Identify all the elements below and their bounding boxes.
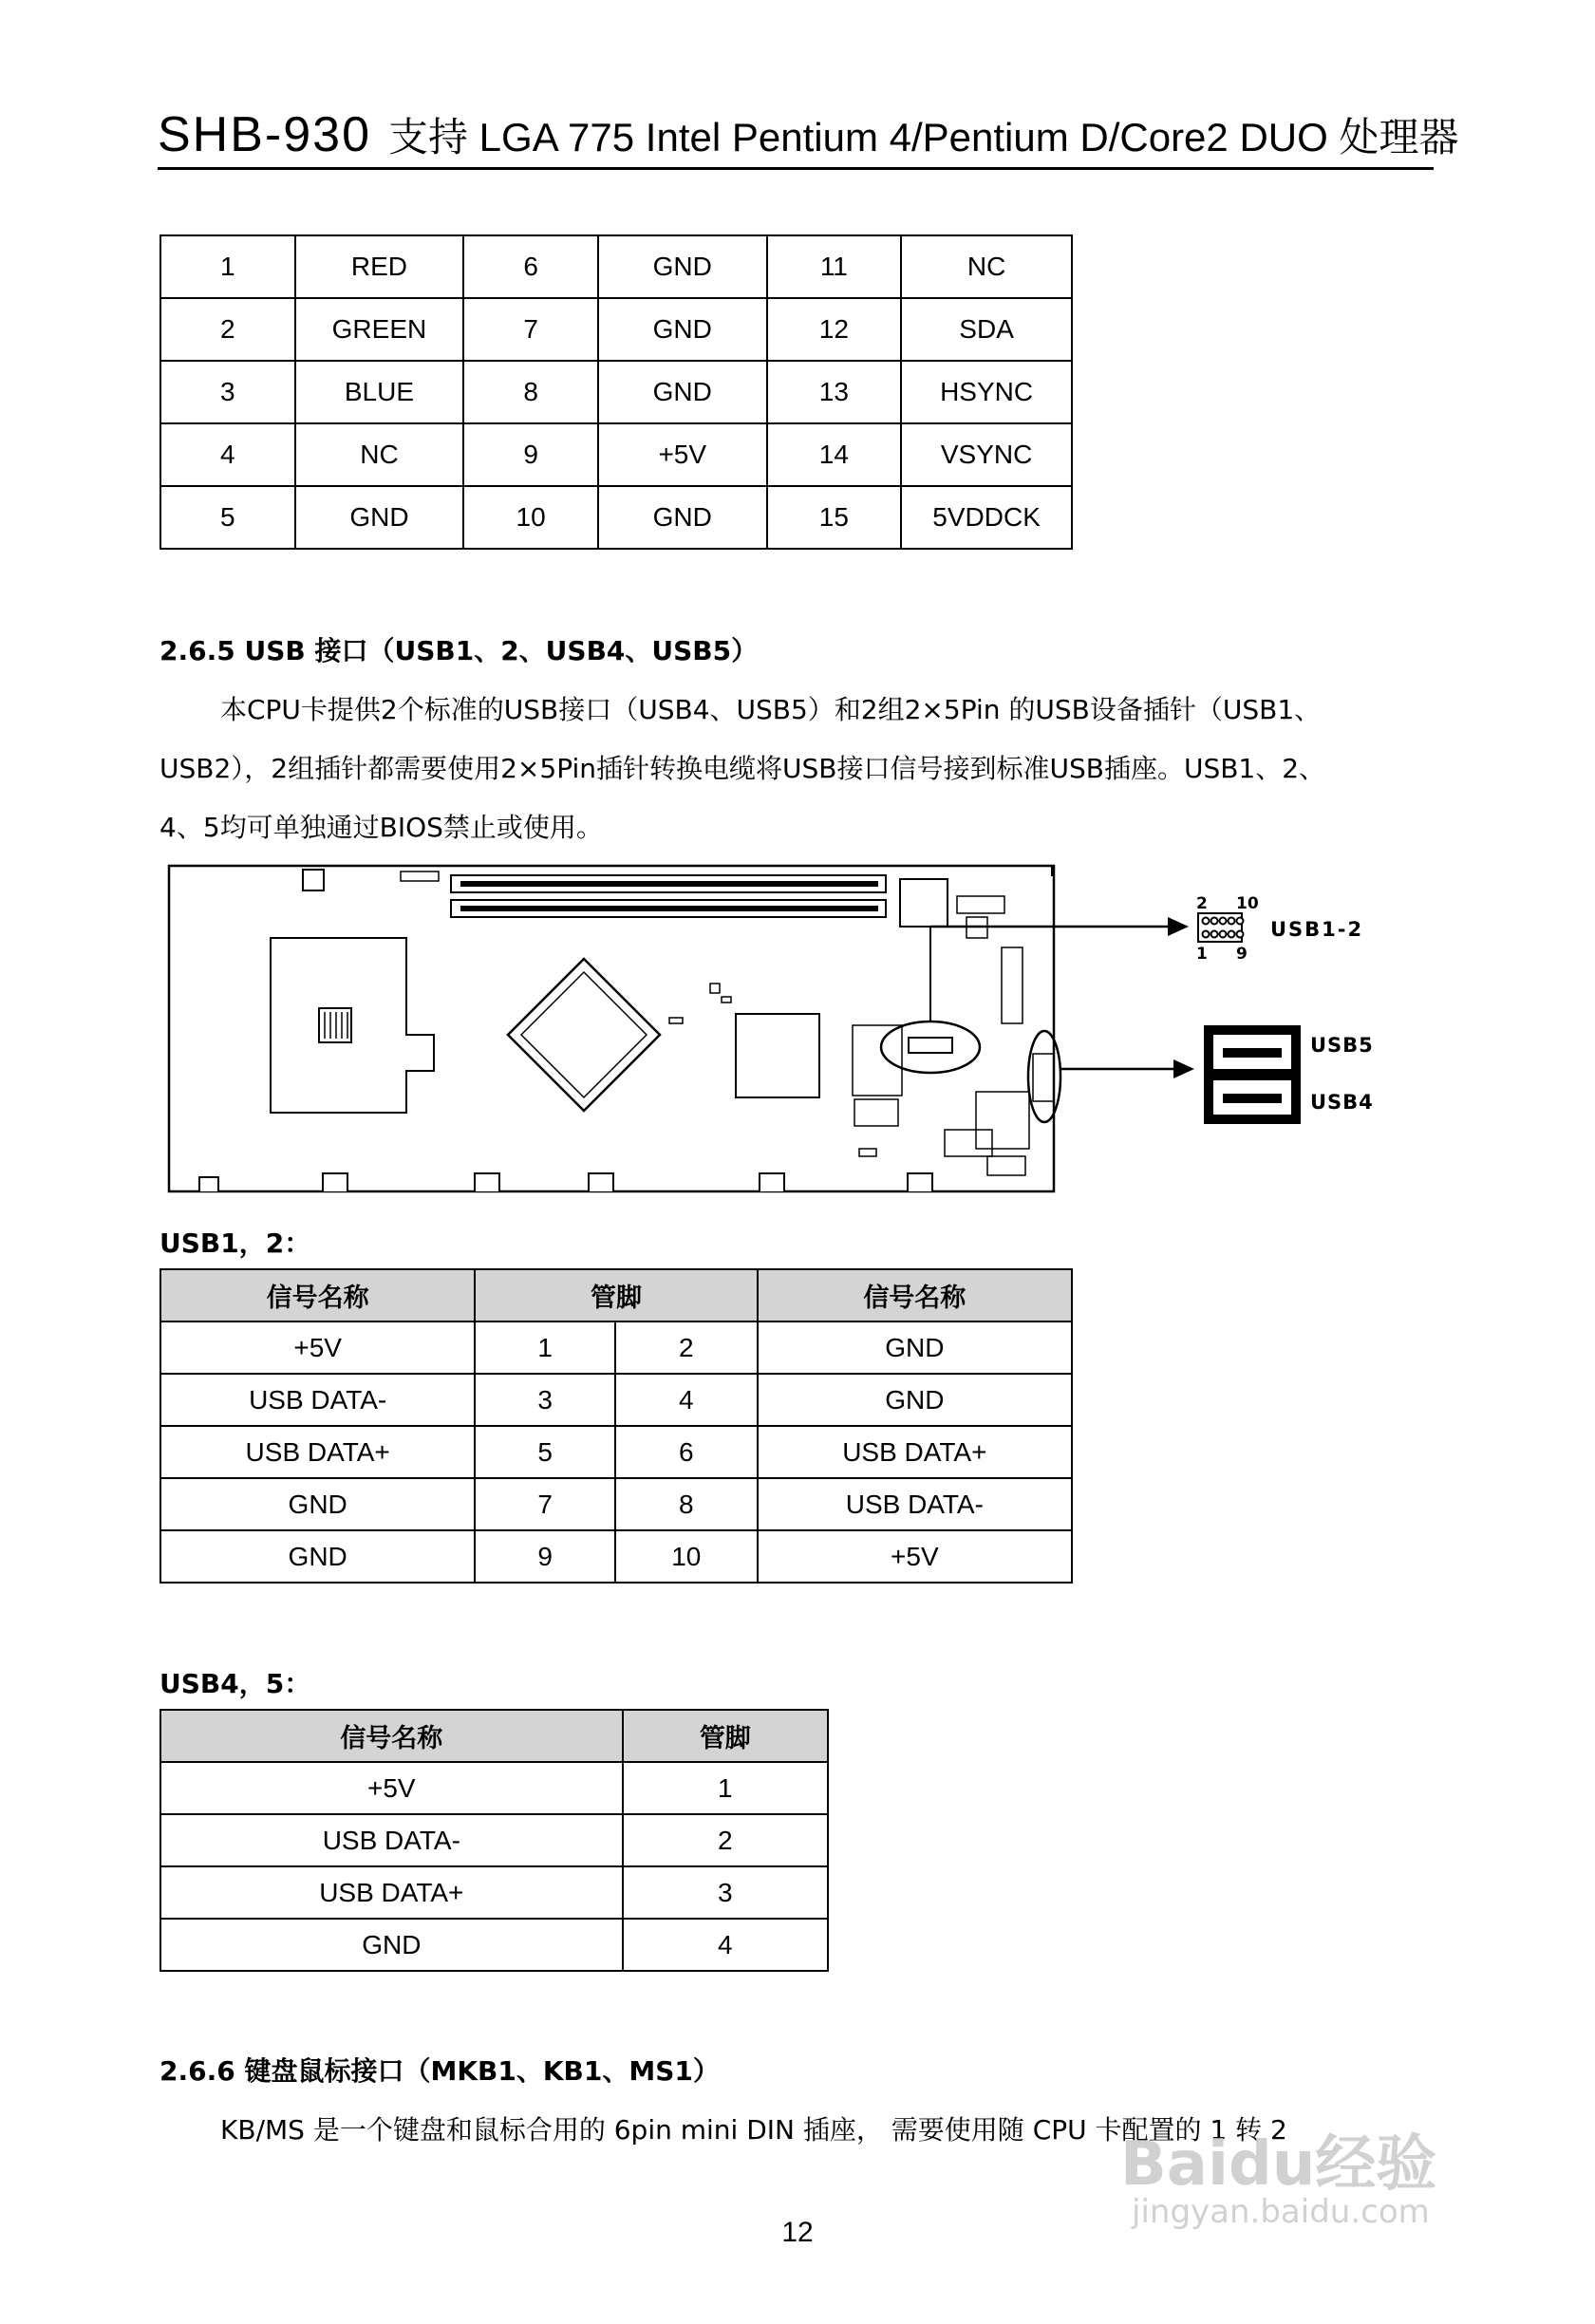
cpu-socket-center <box>319 1008 351 1042</box>
table-header-row <box>160 1269 1072 1321</box>
connector-block <box>854 1099 898 1126</box>
usb-header-pins <box>1198 913 1244 942</box>
paragraph-line: KB/MS 是一个键盘和鼠标合用的 6pin mini DIN 插座， 需要使用随 CPU 卡配置的 1 转 2 <box>220 2114 1287 2146</box>
connector-block <box>957 896 1004 913</box>
table-cell: GND <box>598 486 767 549</box>
table-cell: 4 <box>160 423 295 486</box>
component <box>669 1018 683 1023</box>
table-cell: 6 <box>463 235 598 298</box>
table-header-row <box>160 1710 828 1762</box>
table-cell: GND <box>758 1374 1072 1426</box>
column-header: 信号名称 <box>160 1710 623 1762</box>
table-cell: 12 <box>767 298 902 361</box>
table-cell: GND <box>598 298 767 361</box>
usb45-caption: USB4，5： <box>160 1668 311 1699</box>
arrow-head-icon <box>1168 917 1189 936</box>
dimm-slot-1-fill <box>460 881 878 887</box>
table-cell: 1 <box>475 1321 615 1374</box>
table-cell: GND <box>295 486 464 549</box>
table-cell: 4 <box>623 1919 828 1971</box>
table-cell: 9 <box>463 423 598 486</box>
table-cell: GREEN <box>295 298 464 361</box>
table-row <box>160 1478 1072 1530</box>
header-rule <box>158 167 1434 170</box>
table-cell: 5 <box>475 1426 615 1478</box>
table-cell: GND <box>598 235 767 298</box>
usb45-pin-table <box>160 1709 829 1972</box>
vga-pin-table <box>160 234 1073 550</box>
table-row <box>160 361 1072 423</box>
northbridge-inner <box>521 972 647 1097</box>
table-row <box>160 1814 828 1866</box>
northbridge-chip <box>508 959 660 1111</box>
table-cell: +5V <box>598 423 767 486</box>
table-cell: 8 <box>463 361 598 423</box>
usb-header-highlight <box>881 1021 980 1073</box>
page-number: 12 <box>781 2217 814 2248</box>
column-header: 信号名称 <box>758 1269 1072 1321</box>
model-name: SHB-930 <box>158 107 371 162</box>
table-cell: 7 <box>475 1478 615 1530</box>
table-row <box>160 235 1072 298</box>
section-title-usb: 2.6.5 USB 接口（USB1、2、USB4、USB5） <box>160 635 759 666</box>
table-cell: USB DATA- <box>160 1814 623 1866</box>
usb4-tongue <box>1223 1094 1282 1103</box>
pin-label: 10 <box>1236 894 1259 913</box>
usb4-label: USB4 <box>1310 1091 1374 1114</box>
table-cell: GND <box>160 1530 475 1583</box>
table-row <box>160 1374 1072 1426</box>
table-row <box>160 1866 828 1919</box>
connector-block <box>976 1092 1029 1149</box>
table-cell: 3 <box>475 1374 615 1426</box>
table-cell: +5V <box>160 1321 475 1374</box>
paragraph-line: 4、5均可单独通过BIOS禁止或使用。 <box>160 812 603 843</box>
usb-port-onboard <box>1033 1054 1054 1101</box>
board-outline <box>169 866 1054 1191</box>
board-diagram <box>152 854 1500 1206</box>
connector-block <box>1002 947 1023 1023</box>
connector-block <box>853 1025 902 1096</box>
pin-label: 9 <box>1236 945 1248 964</box>
board-notches <box>199 1173 932 1191</box>
usb12-pin-table <box>160 1268 1073 1584</box>
usb5-tongue <box>1223 1048 1282 1058</box>
usb5-label: USB5 <box>1310 1034 1374 1057</box>
column-header: 管脚 <box>475 1269 757 1321</box>
table-row <box>160 1426 1072 1478</box>
usb-header-onboard <box>909 1038 952 1053</box>
page-header <box>158 106 1458 163</box>
pin-label: 1 <box>1196 945 1208 964</box>
usb-header-label: USB1-2 <box>1270 918 1364 941</box>
connector-block <box>987 1156 1025 1175</box>
table-cell: SDA <box>901 298 1072 361</box>
table-cell: +5V <box>160 1762 623 1814</box>
table-cell: VSYNC <box>901 423 1072 486</box>
table-cell: GND <box>758 1321 1072 1374</box>
table-cell: USB DATA+ <box>160 1866 623 1919</box>
table-row <box>160 1762 828 1814</box>
table-row <box>160 298 1072 361</box>
table-cell: GND <box>160 1478 475 1530</box>
connector-small <box>401 872 439 881</box>
table-cell: 1 <box>160 235 295 298</box>
table-cell: 14 <box>767 423 902 486</box>
table-cell: 8 <box>615 1478 758 1530</box>
connector-block <box>900 879 948 927</box>
table-row <box>160 486 1072 549</box>
table-cell: NC <box>901 235 1072 298</box>
table-cell: USB DATA- <box>758 1478 1072 1530</box>
table-row <box>160 1321 1072 1374</box>
table-cell: 9 <box>475 1530 615 1583</box>
table-cell: NC <box>295 423 464 486</box>
table-cell: +5V <box>758 1530 1072 1583</box>
table-cell: 13 <box>767 361 902 423</box>
table-cell: 5 <box>160 486 295 549</box>
paragraph-line: USB2），2组插针都需要使用2×5Pin插针转换电缆将USB接口信号接到标准USB插座。USB1、2、 <box>160 753 1326 784</box>
table-cell: HSYNC <box>901 361 1072 423</box>
usb12-caption: USB1，2： <box>160 1228 311 1259</box>
cpu-pins <box>325 1012 347 1039</box>
board-top-edge <box>169 866 1054 875</box>
watermark-url: jingyan.baidu.com <box>1132 2193 1430 2231</box>
connector-block <box>945 1130 992 1156</box>
component <box>710 984 720 993</box>
table-row <box>160 1530 1072 1583</box>
component <box>722 997 731 1003</box>
dimm-slot-2-fill <box>460 906 878 911</box>
table-cell: 2 <box>160 298 295 361</box>
table-cell: 15 <box>767 486 902 549</box>
table-cell: 2 <box>615 1321 758 1374</box>
table-cell: 7 <box>463 298 598 361</box>
section-title-keyboard: 2.6.6 键盘鼠标接口（MKB1、KB1、MS1） <box>160 2055 720 2087</box>
table-cell: 10 <box>615 1530 758 1583</box>
table-cell: USB DATA+ <box>160 1426 475 1478</box>
arrow-head-icon <box>1173 1059 1194 1078</box>
connector-small <box>303 870 324 890</box>
table-cell: 10 <box>463 486 598 549</box>
table-cell: 4 <box>615 1374 758 1426</box>
table-cell: RED <box>295 235 464 298</box>
table-cell: 2 <box>623 1814 828 1866</box>
header-subtitle: 支持 LGA 775 Intel Pentium 4/Pentium D/Core2 DUO 处理器 <box>388 115 1459 159</box>
table-row <box>160 1919 828 1971</box>
component <box>859 1149 876 1156</box>
table-cell: USB DATA- <box>160 1374 475 1426</box>
table-cell: 1 <box>623 1762 828 1814</box>
table-cell: 3 <box>623 1866 828 1919</box>
column-header: 管脚 <box>623 1710 828 1762</box>
table-cell: 11 <box>767 235 902 298</box>
table-cell: BLUE <box>295 361 464 423</box>
table-row <box>160 423 1072 486</box>
table-cell: GND <box>160 1919 623 1971</box>
column-header: 信号名称 <box>160 1269 475 1321</box>
paragraph-line: 本CPU卡提供2个标准的USB接口（USB4、USB5）和2组2×5Pin 的USB设备插针（USB1、 <box>220 694 1322 725</box>
pin-label: 2 <box>1196 894 1208 913</box>
watermark-logo: Baidu经验 <box>1120 2129 1437 2200</box>
table-cell: 6 <box>615 1426 758 1478</box>
table-cell: 3 <box>160 361 295 423</box>
southbridge-chip <box>736 1014 819 1097</box>
table-cell: GND <box>598 361 767 423</box>
table-cell: USB DATA+ <box>758 1426 1072 1478</box>
table-cell: 5VDDCK <box>901 486 1072 549</box>
